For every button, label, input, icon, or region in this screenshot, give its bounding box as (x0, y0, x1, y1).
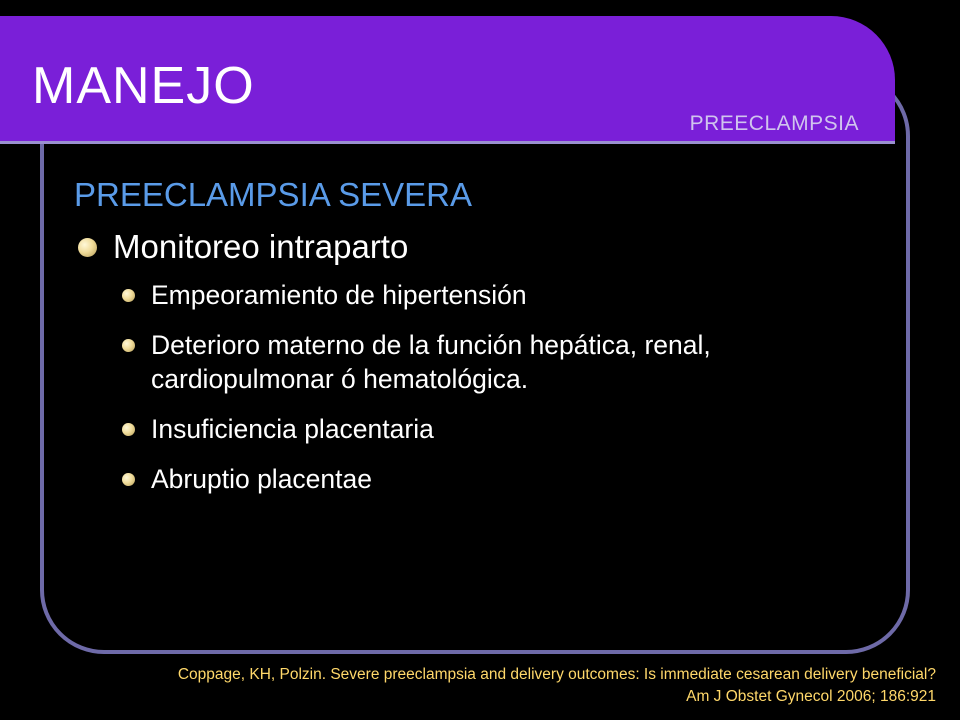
sub-bullet-item (122, 412, 872, 446)
slide-content (72, 176, 872, 512)
sub-bullet-item (122, 328, 872, 396)
sub-bullet-item (122, 462, 872, 496)
title-bar (0, 16, 895, 144)
bullet-item (72, 228, 872, 266)
bullet-dot-icon (78, 238, 97, 257)
sub-bullet-dot-icon (122, 423, 135, 436)
sub-bullet-dot-icon (122, 289, 135, 302)
citation-line: Am J Obstet Gynecol 2006; 186:921 (686, 688, 936, 705)
sub-bullet-item (122, 278, 872, 312)
sub-bullet-text: Abruptio placentae (151, 464, 372, 494)
sub-bullet-text: Insuficiencia placentaria (151, 414, 434, 444)
bullet-text: Monitoreo intraparto (113, 228, 409, 265)
slide-title: MANEJO (32, 57, 255, 115)
section-heading: PREECLAMPSIA SEVERA (74, 176, 472, 213)
sub-bullet-text: Empeoramiento de hipertensión (151, 280, 527, 310)
citation (178, 664, 936, 708)
citation-line: Coppage, KH, Polzin. Severe preeclampsia and delivery outcomes: Is immediate cesarean delivery beneficial? (177, 666, 936, 683)
sub-bullet-text: Deterioro materno de la función hepática, renal, cardiopulmonar ó hematológica. (151, 330, 711, 394)
slide-subtitle: PREECLAMPSIA (689, 112, 859, 135)
sub-bullet-dot-icon (122, 339, 135, 352)
sub-bullet-list (72, 278, 872, 496)
sub-bullet-dot-icon (122, 473, 135, 486)
